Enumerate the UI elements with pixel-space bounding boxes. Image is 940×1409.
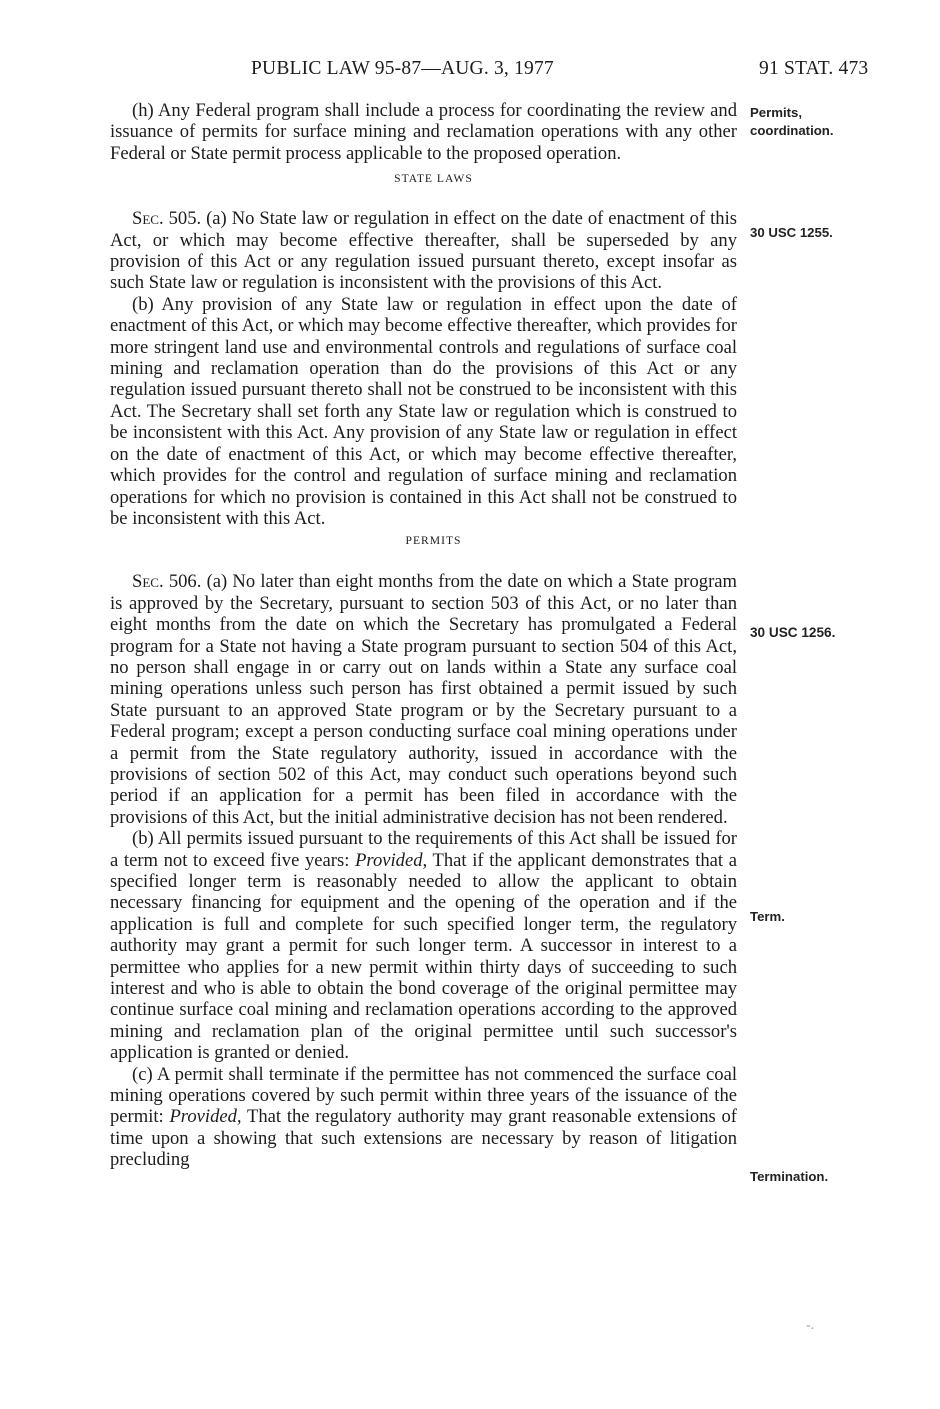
margin-note-usc-1255: 30 USC 1255. [750, 225, 833, 240]
body-text-column [110, 100, 737, 1171]
section-label: Sec. [132, 208, 164, 230]
proviso-emphasis: Provided, [169, 1106, 242, 1128]
section-506-c [110, 1064, 737, 1171]
section-506-c-post: That the regulatory authority may grant reasonable extensions of time upon a showing that such extensions are necessary by reason of litigation precluding [110, 1106, 738, 1171]
paragraph-h: (h) Any Federal program shall include a process for coordinating the review and issuance of permits for surface mining and reclamation operations with any other Federal or State permit process applicable to the proposed operation. [110, 100, 737, 164]
heading-permits: PERMITS [405, 534, 462, 548]
proviso-emphasis: Provided, [355, 849, 428, 871]
margin-note-permits-coordination: Permits, coordination. [750, 105, 834, 138]
stat-page-number: 91 STAT. 473 [759, 58, 869, 79]
running-head: PUBLIC LAW 95-87—AUG. 3, 1977 [251, 58, 554, 79]
heading-state-laws: STATE LAWS [394, 172, 473, 186]
section-505-a-text: 505. (a) No State law or regulation in effect on the date of enactment of this Act, or which may become effective thereafter, shall be superseded by any provision of this Act or any regulation issued pursuant thereto, except insofar as such State law or regulation is inconsistent with the provisions of this Act. [110, 208, 737, 294]
section-506-c-pre: (c) A permit shall terminate if the permittee has not commenced the surface coal mining operations covered by such permit within three years of the issuance of the permit: [110, 1063, 737, 1128]
stray-mark: -. [806, 1318, 815, 1333]
section-506-b-post: That if the applicant demonstrates that a specified longer term is reasonably needed to allow the applicant to obtain necessary financing for equipment and the opening of the operation and if the application is full and complete for such specified longer term, the regulatory authority may grant a permit for such longer term. A successor in interest to a permittee who applies for a new permit within thirty days of succeeding to such interest and who is able to obtain the bond coverage of the original permittee may continue surface coal mining and reclamation operations according to the approved mining and reclamation plan of the original permittee until such successor's application is granted or denied. [110, 849, 737, 1064]
page-header [0, 58, 940, 86]
section-506-a-text: 506. (a) No later than eight months from the date on which a State program is approved by the Secretary, pursuant to section 503 of this Act, or no later than eight months from the date on which the Secretary has promulgated a Federal program for a State not having a State program pursuant to section 504 of this Act, no person shall engage in or carry out on lands within a State any surface coal mining operations unless such person has first obtained a permit issued by such State pursuant to an approved State program or by the Secretary pursuant to a Federal program; except a person conducting surface coal mining operations under a permit from the State regulatory authority, issued in accordance with the provisions of section 502 of this Act, may conduct such operations beyond such period if an application for a permit has been filed in accordance with the provisions of this Act, but the initial administrative decision has not been rendered. [110, 571, 737, 828]
section-505-b: (b) Any provision of any State law or regulation in effect upon the date of enactment of this Act, or which may become effective thereafter, which provides for more stringent land use and environmental controls and regulations of surface coal mining and reclamation operation than do the provisions of this Act or any regulation issued pursuant thereto shall not be construed to be inconsistent with this Act. The Secretary shall set forth any State law or regulation which is construed to be inconsistent with this Act. Any provision of any State law or regulation in effect on the date of enactment of this Act, or which may become effective thereafter, which provides for the control and regulation of surface mining and reclamation operations for which no provision is contained in this Act shall not be construed to be inconsistent with this Act. [110, 293, 737, 529]
section-506-b [110, 828, 737, 1063]
section-label: Sec. [132, 571, 164, 593]
margin-note-term: Term. [750, 909, 785, 924]
section-506-b-pre: (b) All permits issued pursuant to the requirements of this Act shall be issued for a term not to exceed five years: [110, 828, 737, 871]
margin-note-termination: Termination. [750, 1169, 829, 1184]
section-505-a [110, 208, 737, 294]
section-506-a [110, 571, 737, 828]
margin-note-usc-1256: 30 USC 1256. [750, 625, 836, 640]
